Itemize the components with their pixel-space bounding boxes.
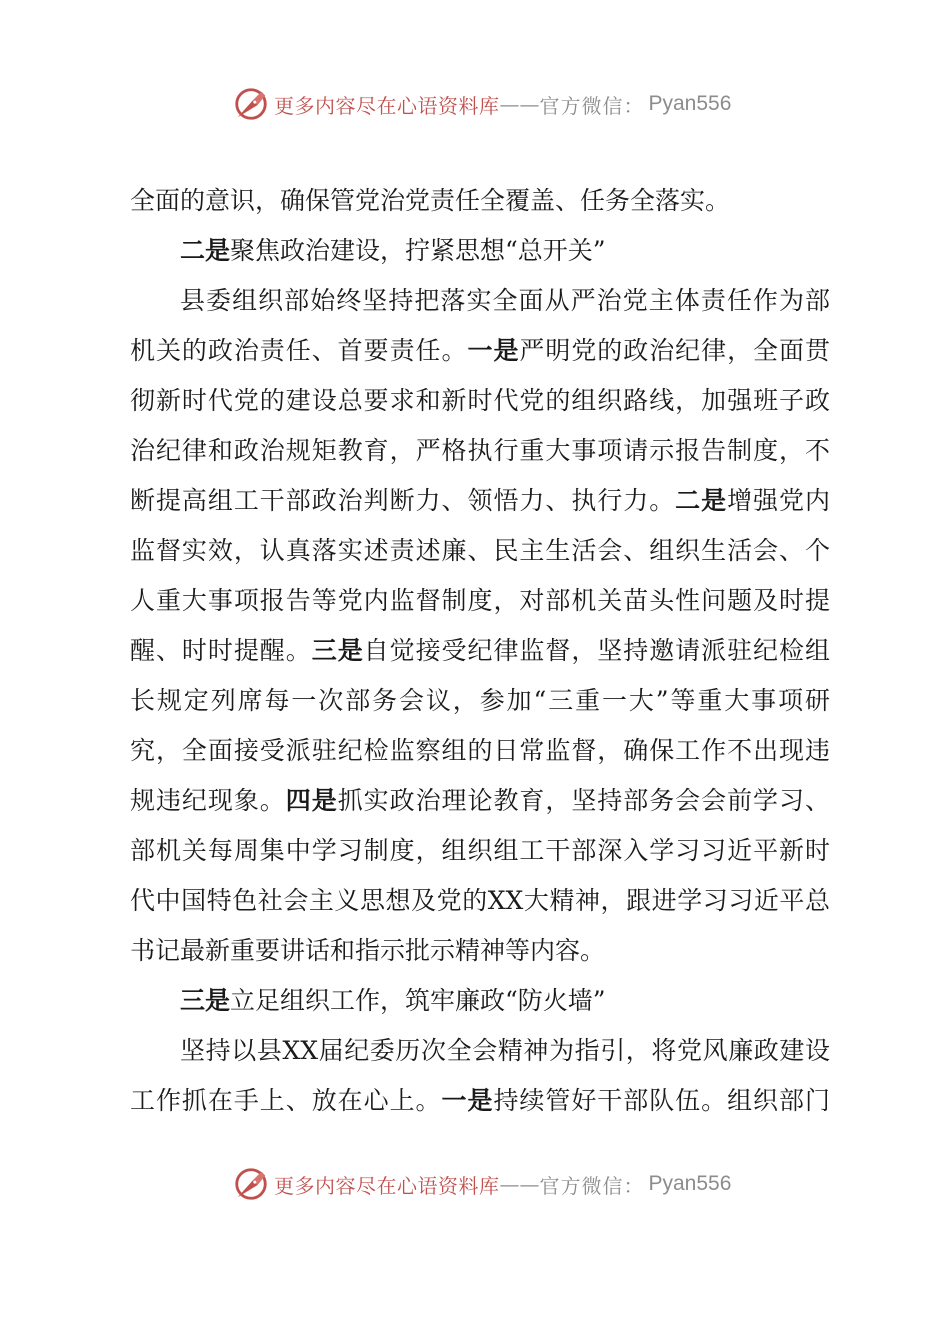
bold-ordinal: 一是 [441, 1086, 494, 1115]
paragraph-line [130, 626, 830, 676]
paragraph-line [130, 476, 830, 526]
line-segment: 自觉接受纪律监督，坚持邀请派驻纪检组 [363, 636, 830, 665]
pen-nib-logo-icon [232, 1165, 270, 1203]
line-segment: 断提高组工干部政治判断力、领悟力、执行力。 [130, 486, 676, 515]
heading-ordinal: 三是 [180, 986, 231, 1015]
banner-wechat-id: Pyan556 [648, 1172, 732, 1195]
footer-banner [232, 1162, 731, 1206]
heading-text: 立足组织工作，筑牢廉政“防火墙” [230, 986, 606, 1015]
line-segment: 规违纪现象。 [130, 786, 286, 815]
banner-dash: —— [499, 1172, 540, 1196]
banner-wechat-id: Pyan556 [648, 92, 732, 115]
paragraph-line [130, 326, 830, 376]
banner-wechat-label: 官方微信： [539, 93, 645, 118]
line-segment: 工作抓在手上、放在心上。 [130, 1086, 442, 1115]
heading-ordinal: 二是 [180, 236, 231, 265]
paragraph-line: 坚持以县XX届纪委历次全会精神为指引，将党风廉政建设 [180, 1036, 830, 1065]
banner-dash: —— [499, 92, 540, 116]
section-heading-3 [130, 976, 830, 1026]
banner-site-text: 更多内容尽在心语资料库 [274, 1173, 500, 1198]
paragraph-line: 全面的意识，确保管党治党责任全覆盖、任务全落实。 [130, 186, 731, 215]
pen-nib-logo-icon [232, 85, 270, 123]
banner-site-text: 更多内容尽在心语资料库 [274, 93, 500, 118]
bold-ordinal: 一是 [467, 336, 520, 365]
document-body [130, 176, 830, 1126]
paragraph-line: 书记最新重要讲话和指示批示精神等内容。 [130, 936, 606, 965]
paragraph-line: 长规定列席每一次部务会议，参加“三重一大”等重大事项研 [130, 686, 830, 715]
bold-ordinal: 三是 [311, 636, 364, 665]
banner-wechat-label: 官方微信： [539, 1173, 645, 1198]
paragraph-line: 县委组织部始终坚持把落实全面从严治党主体责任作为部 [180, 286, 830, 315]
bold-ordinal: 二是 [675, 486, 728, 515]
paragraph-line [130, 1076, 830, 1126]
heading-text: 聚焦政治建设，拧紧思想“总开关” [230, 236, 606, 265]
paragraph-line: 代中国特色社会主义思想及党的XX大精神，跟进学习习近平总 [130, 886, 830, 915]
paragraph-line: 治纪律和政治规矩教育，严格执行重大事项请示报告制度，不 [130, 436, 830, 465]
paragraph-line: 部机关每周集中学习制度，组织组工干部深入学习习近平新时 [130, 836, 830, 865]
paragraph-line: 人重大事项报告等党内监督制度，对部机关苗头性问题及时提 [130, 586, 830, 615]
section-heading-2 [130, 226, 830, 276]
paragraph-line: 究，全面接受派驻纪检监察组的日常监督，确保工作不出现违 [130, 736, 830, 765]
line-segment: 持续管好干部队伍。组织部门 [493, 1086, 830, 1115]
line-segment: 机关的政治责任、首要责任。 [130, 336, 468, 365]
bold-ordinal: 四是 [285, 786, 338, 815]
paragraph-line: 彻新时代党的建设总要求和新时代党的组织路线，加强班子政 [130, 386, 830, 415]
line-segment: 醒、时时提醒。 [130, 636, 312, 665]
paragraph-line [130, 776, 830, 826]
header-banner [232, 82, 731, 126]
paragraph-line: 监督实效，认真落实述责述廉、民主生活会、组织生活会、个 [130, 536, 830, 565]
line-segment: 抓实政治理论教育，坚持部务会会前学习、 [337, 786, 830, 815]
line-segment: 增强党内 [727, 486, 830, 515]
line-segment: 严明党的政治纪律，全面贯 [519, 336, 830, 365]
